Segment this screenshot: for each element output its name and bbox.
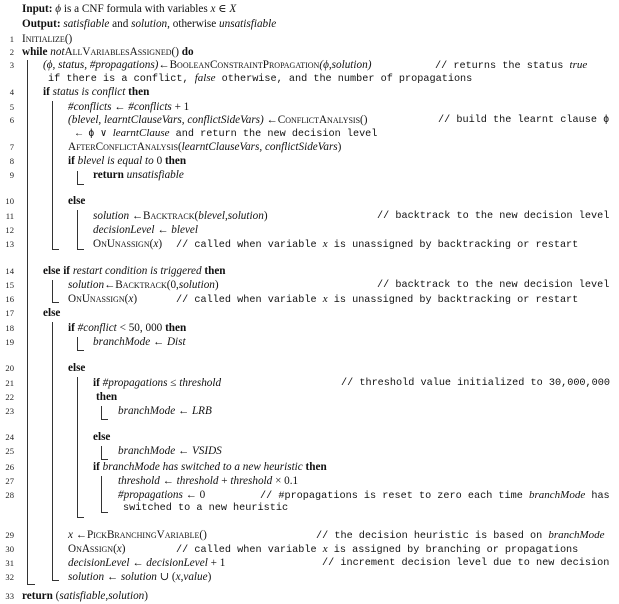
comment-line-29 [316,529,605,543]
line-22 [96,391,117,404]
arg: x [128,293,134,305]
comment-line-31: // increment decision level due to new decision [322,558,610,569]
arg: x [153,238,159,250]
fn-all-vars-assigned: AllVariablesAssigned [64,46,172,58]
kw-do: do [181,46,194,58]
in-symbol: ∈ [215,3,230,15]
comparison: ≤ [167,377,180,389]
if-conflict-bar [52,101,53,249]
condition: status is conflict [52,86,126,98]
line-number: 10 [5,196,14,206]
line-number: 5 [9,102,14,112]
fn-backtrack: Backtrack [115,279,167,291]
line-number: 27 [5,476,14,486]
var-x: x [322,238,328,250]
false: false [194,72,216,84]
elseif-restart-bar [52,280,53,302]
line-11: solution ←Backtrack(blevel,solution) [93,210,268,222]
comment: // called when variable [176,295,323,306]
comment: otherwise, and the number of propagations [215,74,473,85]
args: () [171,46,179,58]
line-9 [93,169,184,182]
lhs: (ϕ, status, #propagations) [43,59,159,71]
line-7: AfterConflictAnalysis(learntClauseVars, conflictSideVars) [68,141,342,153]
comment-line-13 [176,238,578,252]
arrow: ← [129,557,147,569]
else-block-end [52,580,59,581]
line-number: 29 [5,530,14,540]
then-bar [77,171,78,184]
solution: solution [131,18,168,30]
line-number: 14 [5,266,14,276]
comment-line-16 [176,293,578,307]
line-23 [118,405,212,418]
lhs: (blevel, learntClauseVars, conflictSideVars) [68,114,264,126]
line-31 [68,557,225,570]
line-number: 11 [5,211,14,221]
fn-after-conflict-analysis: AfterConflictAnalysis [68,141,178,153]
fn-conflict-analysis: ConflictAnalysis [277,114,361,126]
condition: #conflict [77,322,117,334]
line-10 [68,195,85,208]
union: ∪ ( [156,571,176,583]
var-x: x [322,293,328,305]
line-number: 32 [5,572,14,582]
unsatisfiable: unsatisfiable [219,18,277,30]
line-number: 18 [5,323,14,333]
input-line [22,3,236,16]
line-12 [93,224,198,237]
line-19 [93,336,186,349]
switched-end [101,512,108,513]
comment-line-21: // threshold value initialized to 30,000,000 [341,378,610,389]
vsids-end [101,459,108,460]
arrow: ← [175,445,192,457]
if-conflict-lt-end [77,350,84,351]
rhs: solution [120,571,157,583]
comment: // the decision heuristic is based on [316,531,549,542]
plus: + [218,475,231,487]
fn-bcp: BooleanConstraintPropagation [169,59,320,71]
comment: // called when variable [176,545,323,556]
condition: restart condition is triggered [72,265,202,277]
fn-initialize: Initialize [22,33,65,45]
then-end [77,184,84,185]
rhs: LRB [191,405,212,417]
output-line [22,18,276,31]
line-2 [22,46,194,59]
comparison: < 50, 000 [116,322,166,334]
rhs: Dist [166,336,186,348]
line-33 [22,590,148,603]
arrow: ← [104,279,116,291]
line-number: 17 [5,308,14,318]
comment-line-3 [435,59,587,73]
kw-if: if [43,86,50,98]
comment: is assigned by branching or propagations [327,545,579,556]
fn-on-unassign: OnUnassign [68,293,125,305]
line-number: 16 [5,294,14,304]
times: × 0.1 [272,475,299,487]
line-number: 15 [5,280,14,290]
line-number: 4 [9,87,14,97]
var-x: x [210,3,216,15]
not: not [50,46,65,58]
comment: and return the new decision level [169,129,378,140]
condition: branchMode has switched to a new heuristic [102,461,303,473]
lhs: solution [93,210,130,222]
arg: x [116,543,122,555]
line-number: 6 [9,115,14,125]
solution: solution [108,590,145,602]
kw-return: return [22,590,53,602]
args: (0, [166,279,179,291]
args: () [360,114,368,126]
line-30: OnAssign(x) [68,543,126,555]
rhs: decisionLevel [146,557,208,569]
comment: // #propagations is reset to zero each time [260,491,529,502]
var-x: x [322,543,328,555]
line-14 [43,265,226,278]
lhs: #conflicts [68,101,112,113]
comment-line-6 [438,114,609,127]
var-X: X [229,3,237,15]
line-number: 20 [5,363,14,373]
line-26 [93,461,327,474]
arrow: ← [104,571,121,583]
arrow: ← [159,475,177,487]
arrow: ← [154,224,172,236]
line-number: 13 [5,239,14,249]
line-number: 23 [5,406,14,416]
line-number: 2 [9,47,14,57]
line-number: 8 [9,156,14,166]
vsids-bar [101,446,102,459]
comment: // returns the status [435,61,564,72]
line-number: 7 [9,142,14,152]
plus: + 1 [171,101,190,113]
return-value: unsatisfiable [126,169,184,181]
line-8 [68,155,186,168]
true: true [569,59,588,71]
line-28 [118,489,205,502]
line-number: 26 [5,462,14,472]
line-number: 24 [5,432,14,442]
if-conflict-lt-bar [77,337,78,350]
input-text: is a CNF formula with variables [61,3,211,15]
kw-while: while [22,46,48,58]
fn-pick-branching-variable: PickBranchingVariable [86,529,200,541]
plus: + 1 [207,557,226,569]
branch-mode: branchMode [529,489,586,501]
line-1 [22,33,72,46]
kw-if: if [68,322,75,334]
lhs: solution [68,571,105,583]
else-inner-bar [77,210,78,249]
line-25 [118,445,222,458]
line-20 [68,362,85,375]
comment-line-3-cont [48,72,472,86]
kw-if: if [93,377,100,389]
while-block-bar [27,60,28,584]
args: blevel,solution [198,210,264,222]
else-block-bar [52,322,53,580]
line-3 [43,59,371,72]
comment: has [585,491,610,502]
close: ) [144,590,148,602]
lhs: decisionLevel [93,224,155,236]
comment: is unassigned by backtracking or restart [327,240,579,251]
line-number: 25 [5,446,14,456]
comment-line-15: // backtrack to the new decision level [377,280,610,291]
line-24 [93,431,110,444]
comment-line-28 [260,489,610,503]
kw-then: then [128,86,150,98]
line-6 [68,114,368,127]
satisfiable: satisfiable [63,18,110,30]
line-number: 9 [9,170,14,180]
comment-line-11: // backtrack to the new decision level [377,211,610,222]
fn-on-unassign: OnUnassign [93,238,150,250]
lhs: branchMode [93,336,151,348]
else-inner-end [77,249,84,250]
arrow: ← [111,101,129,113]
and-text: and [109,18,132,30]
line-16: OnUnassign(x) [68,293,138,305]
kw-then: then [165,322,187,334]
rhs: threshold [176,475,219,487]
elseif-restart-end [52,302,59,303]
args: learntClauseVars, conflictSideVars [181,141,338,153]
open: ( [52,590,60,602]
line-15 [68,279,219,292]
else20-bar [77,377,78,517]
line-number: 28 [5,490,14,500]
condition: #propagations [102,377,168,389]
kw-else: else [68,362,86,374]
line-number: 30 [5,544,14,554]
tuple: x,value [175,571,208,583]
line-number: 31 [5,558,14,568]
kw-return: return [93,169,124,181]
kw-else: else [93,431,111,443]
line-5 [68,101,189,114]
fn-on-assign: OnAssign [68,543,114,555]
comment: // build the learnt clause ϕ [438,115,610,126]
comma: , [105,590,109,602]
switched-bar [101,476,102,512]
args: () [199,529,207,541]
line-number: 22 [5,392,14,402]
kw-then: then [204,265,226,277]
comment-line-30 [176,543,578,557]
kw-if: if [68,155,75,167]
kw-then: then [164,155,187,167]
phi-symbol: ϕ [55,3,62,15]
satisfiable: satisfiable [59,590,106,602]
args: ) [214,279,219,291]
arrow: ← [150,336,167,348]
arrow: ← 0 [182,489,206,501]
input-label: Input: [22,3,53,15]
branch-mode: branchMode [548,529,605,541]
rhs: #conflicts [128,101,172,113]
kw-if: if [93,461,100,473]
comment-line-28-cont: switched to a new heuristic [123,503,289,514]
rhs: threshold [179,377,222,389]
args: () [64,33,73,45]
lhs: threshold [118,475,160,487]
line-18 [68,322,186,335]
lhs: branchMode [118,445,176,457]
comment-line-6-cont [76,127,377,141]
arrow: ← [263,114,278,126]
kw-else-if: else if [43,265,71,277]
line-number: 3 [9,60,14,70]
comment: is unassigned by backtracking or restart [327,295,579,306]
fn-backtrack: Backtrack [143,210,195,222]
kw-else: else [43,307,61,319]
if-conflict-end [52,249,59,250]
kw-then: then [96,391,118,403]
line-4 [43,86,149,99]
while-block-end [27,584,35,585]
close: ) [207,571,212,583]
line-number: 1 [9,34,14,44]
args: (ϕ,solution) [319,59,372,71]
lrb-end [101,419,108,420]
line-number: 21 [5,378,14,388]
comment: if there is a conflict, [48,74,195,85]
learnt-clause: learntClause [112,127,170,139]
kw-else: else [68,195,86,207]
lhs: #propagations [118,489,183,501]
line-number: 12 [5,225,14,235]
lhs: branchMode [118,405,176,417]
line-13: OnUnassign(x) [93,238,163,250]
arrow: ← [158,59,170,71]
else20-end [77,517,84,518]
zero: 0 [153,155,163,167]
arrow: ← [175,405,192,417]
line-17 [43,307,60,320]
rhs: VSIDS [191,445,222,457]
rhs: threshold [230,475,273,487]
comment: ← ϕ ∨ [76,129,113,140]
line-21 [93,377,221,390]
comment: // called when variable [176,240,323,251]
lhs: decisionLevel [68,557,130,569]
line-27 [118,475,298,488]
line-number: 19 [5,337,14,347]
output-label: Output: [22,18,61,30]
lhs: solution [68,279,105,291]
lhs: x [68,529,73,541]
lrb-bar [101,406,102,419]
condition: blevel is equal to [77,155,154,167]
args: solution [178,279,215,291]
line-number: 33 [5,591,14,601]
line-32 [68,571,211,584]
kw-then: then [305,461,327,473]
otherwise-text: , otherwise [167,18,220,30]
line-29 [68,529,207,542]
rhs: blevel [171,224,199,236]
arrow: ← [72,529,87,541]
arrow: ← [129,210,144,222]
